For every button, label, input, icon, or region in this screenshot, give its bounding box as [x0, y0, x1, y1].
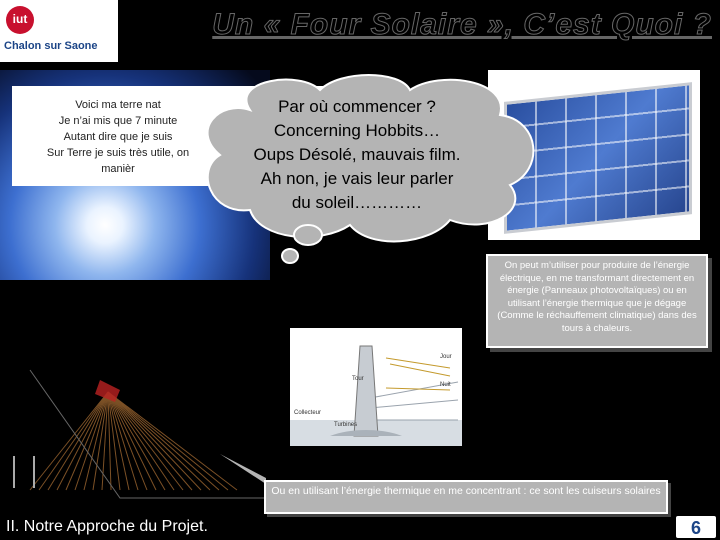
cloud-line-1: Par où commencer ? [278, 97, 436, 116]
logo-city: Chalon sur Saone [4, 40, 98, 52]
slide-title: Un « Four Solaire », C’est Quoi ? [212, 8, 712, 41]
cooker-callout-text: Ou en utilisant l’énergie thermique en me concentrant : ce sont les cuiseurs solaires [271, 485, 661, 497]
cloud-text [212, 95, 502, 215]
heliostat-ray [108, 392, 192, 490]
intro-line-3: Autant dire que je suis [63, 131, 173, 143]
solar-tower-image [290, 328, 462, 446]
cloud-line-5: du soleil………… [291, 193, 423, 212]
cloud-line-4: Ah non, je vais leur parler [260, 169, 454, 188]
label-collecteur: Collecteur [294, 410, 322, 416]
energy-callout-text: On peut m’utiliser pour produire de l’énergie électrique, en me transformant directement en énergie (Panneaux photovoltaïques) ou en utilisant l’énergie thermique que je dégage (Comme le réchauffement climatique) dans des tours à chaleurs. [497, 260, 697, 334]
logo-mark [6, 6, 34, 34]
cooker-callout [264, 480, 668, 514]
section-footer: II. Notre Approche du Projet. [6, 518, 208, 535]
heliostat-ray [108, 392, 156, 490]
intro-line-5: manièr [101, 163, 135, 175]
solar-tower-diagram [290, 328, 462, 446]
heliostat-ray [108, 392, 165, 490]
heliostat-ray [66, 392, 108, 490]
label-tour: Tour [352, 376, 364, 382]
page-number [676, 516, 716, 538]
intro-line-2: Je n’ai mis que 7 minute [58, 115, 178, 127]
heliostat-ray [39, 392, 108, 490]
intro-line-1: Voici ma terre nat [75, 99, 161, 111]
heliostat-ray [108, 392, 201, 490]
cloud-line-3: Oups Désolé, mauvais film. [253, 145, 461, 164]
iut-logo [0, 0, 118, 62]
cloud-line-2: Concerning Hobbits… [273, 121, 441, 140]
heliostat-ray [48, 392, 108, 490]
logo-mark-text: iut [12, 12, 28, 26]
label-jour: Jour [440, 354, 452, 360]
intro-line-4: Sur Terre je suis très utile, on [46, 147, 190, 159]
energy-callout [486, 254, 708, 348]
label-turbines: Turbines [334, 422, 358, 428]
page-number-text: 6 [690, 518, 701, 538]
label-nuit: Nuit [440, 382, 451, 388]
